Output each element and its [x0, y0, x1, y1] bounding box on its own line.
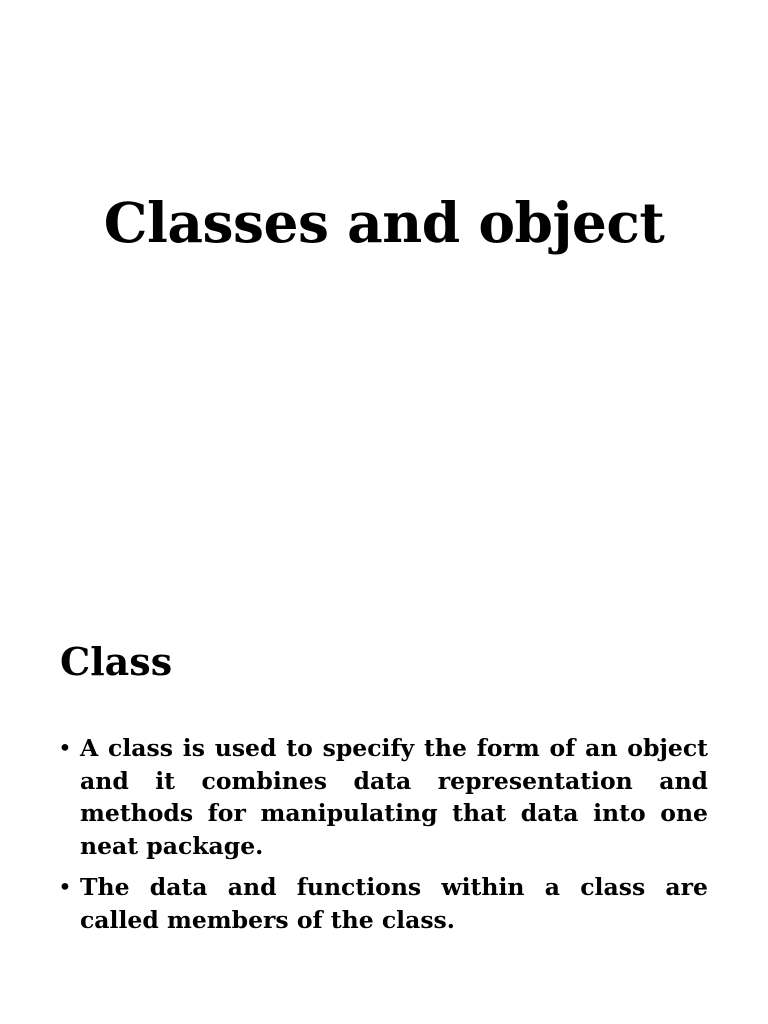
bullet-list — [58, 732, 708, 945]
bullet-text: The data and functions within a class are called members of the class. — [80, 873, 708, 934]
bullet-item — [58, 871, 708, 936]
bullet-dot-icon: • — [58, 734, 72, 762]
section-heading: Class — [60, 639, 173, 684]
bullet-text: A class is used to specify the form of an object and it combines data representation and methods for manipulating that data into one neat package. — [80, 734, 708, 860]
slide-title: Classes and object — [103, 190, 665, 255]
content-slide — [0, 512, 768, 1024]
bullet-dot-icon: • — [58, 873, 72, 901]
bullet-item — [58, 732, 708, 862]
